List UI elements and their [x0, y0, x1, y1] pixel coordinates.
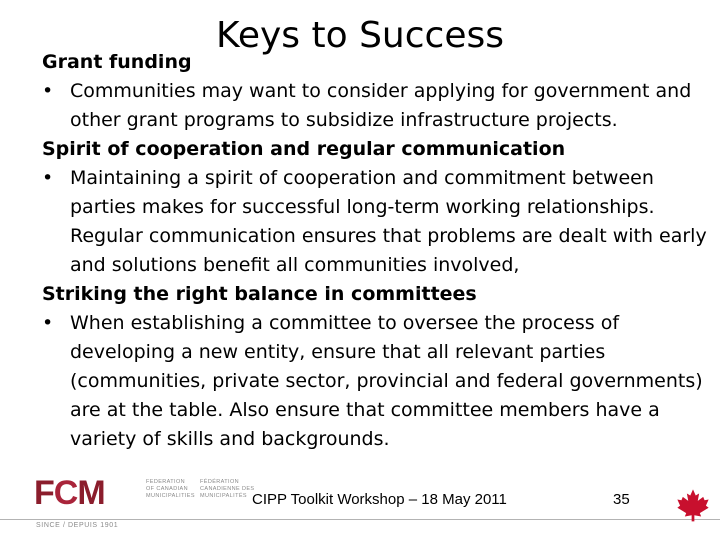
bullet-text: When establishing a committee to oversee the process of developing a new entity, ensure that all relevant parties (communities, private sector, provincial and federal governments) are at the table. Also ensure that committee members have a variety of skills and backgrounds. — [70, 312, 703, 450]
slide-title: Keys to Success — [216, 15, 504, 56]
section-heading-cooperation: Spirit of cooperation and regular communication — [42, 138, 566, 160]
maple-leaf-icon — [676, 488, 710, 522]
fcm-logo — [34, 474, 255, 516]
page-number: 35 — [613, 491, 630, 508]
footer-divider — [0, 519, 720, 520]
bullet-icon: • — [42, 80, 54, 102]
bullet-icon: • — [42, 312, 54, 334]
bullet-item — [42, 77, 714, 135]
section-heading-committees: Striking the right balance in committees — [42, 283, 477, 305]
bullet-text: Communities may want to consider applying for government and other grant programs to subsidize infrastructure projects. — [70, 80, 692, 131]
fcm-logo-english: FEDERATION OF CANADIAN MUNICIPALITIES — [146, 479, 195, 499]
fcm-logo-french: FÉDÉRATION CANADIENNE DES MUNICIPALITÉS — [200, 479, 255, 499]
bullet-text: Maintaining a spirit of cooperation and commitment between parties makes for successful long-term working relationships. Regular communication ensures that problems are dealt with early and solutions benefit all communities involved, — [70, 167, 707, 276]
bullet-icon: • — [42, 167, 54, 189]
fcm-logo-mark: FCM — [34, 474, 105, 512]
bullet-item — [42, 309, 714, 454]
since-label: SINCE / DEPUIS 1901 — [36, 522, 119, 529]
slide-body — [42, 48, 714, 454]
section-heading-grant-funding: Grant funding — [42, 51, 192, 73]
footer-text: CIPP Toolkit Workshop – 18 May 2011 — [252, 491, 507, 508]
bullet-item — [42, 164, 714, 280]
